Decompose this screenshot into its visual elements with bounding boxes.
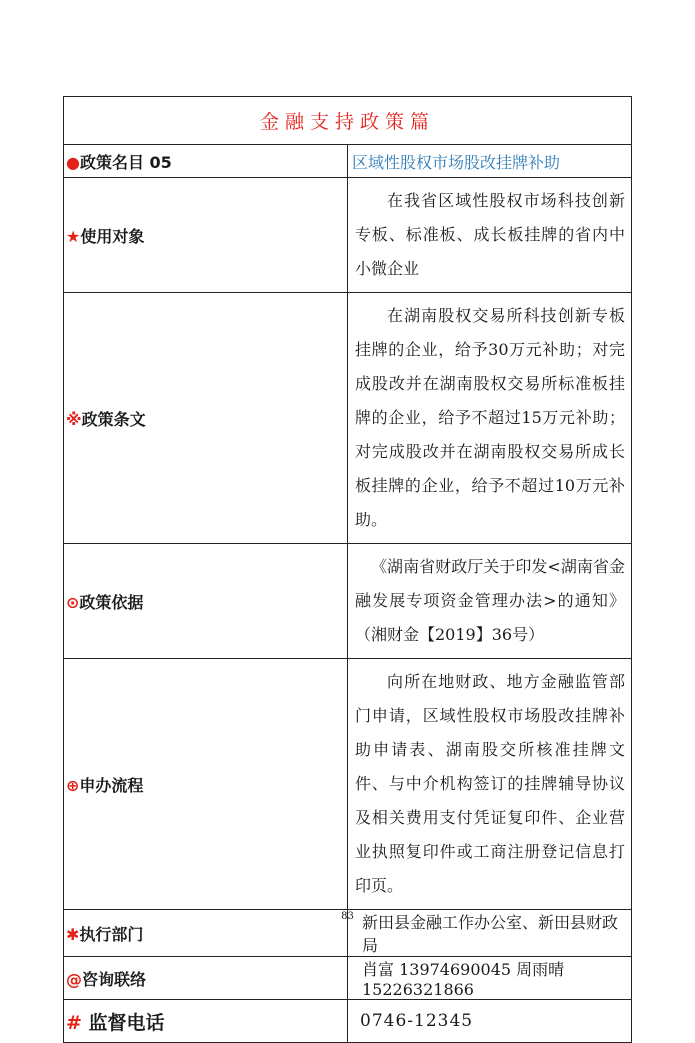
process-value: 向所在地财政、地方金融监管部门申请，区域性股权市场股改挂牌补助申请表、湖南股交所核准挂牌文件、与中介机构签订的挂牌辅导协议及相关费用支付凭证复印件、企业营业执照复印件或工商注册登记信息打印页。 [348, 659, 632, 910]
department-label: 执行部门 [79, 924, 144, 944]
contact-value: 肖富 13974690045 周雨晴 15226321866 [348, 957, 632, 1000]
policy-name-value: 区域性股权市场股改挂牌补助 [348, 145, 632, 178]
contact-label: 咨询联络 [82, 969, 147, 989]
policy-name-row [64, 145, 632, 178]
department-value: 新田县金融工作办公室、新田县财政局 [348, 910, 632, 957]
target-label-cell [64, 178, 348, 293]
policy-text-row [64, 293, 632, 544]
policy-text-value: 在湖南股权交易所科技创新专板挂牌的企业，给予30万元补助；对完成股改并在湖南股权交易所标准板挂牌的企业，给予不超过15万元补助；对完成股改并在湖南股权交易所成长板挂牌的企业，给予不超过10万元补助。 [348, 293, 632, 544]
supervise-label-cell [64, 1000, 348, 1043]
star-icon: ★ [66, 226, 81, 246]
circled-plus-icon: ⊕ [66, 775, 80, 795]
basis-value: 《湖南省财政厅关于印发<湖南省金融发展专项资金管理办法>的通知》（湘财金【2019】36号） [348, 544, 632, 659]
supervise-row [64, 1000, 632, 1043]
basis-label-cell [64, 544, 348, 659]
contact-label-cell [64, 957, 348, 1000]
process-label-cell [64, 659, 348, 910]
page-title: 金融支持政策篇 [64, 97, 632, 145]
policy-name-label: 政策名目 05 [79, 152, 172, 172]
contact-row [64, 957, 632, 1000]
target-row [64, 178, 632, 293]
target-value: 在我省区域性股权市场科技创新专板、标准板、成长板挂牌的省内中小微企业 [348, 178, 632, 293]
policy-text-label-cell [64, 293, 348, 544]
supervise-value: 0746-12345 [348, 1000, 632, 1043]
policy-text-label: 政策条文 [81, 409, 146, 429]
circled-dot-icon: ⊙ [66, 592, 80, 612]
supervise-label: 监督电话 [88, 1011, 165, 1034]
policy-name-label-cell [64, 145, 348, 178]
process-label: 申办流程 [79, 775, 144, 795]
policy-table [63, 96, 632, 1043]
basis-label: 政策依据 [79, 592, 144, 612]
target-label: 使用对象 [80, 226, 145, 246]
asterisk-icon: ✱ [66, 924, 80, 944]
red-dot-icon: ● [66, 152, 80, 172]
hash-icon: # [66, 1011, 82, 1034]
process-row [64, 659, 632, 910]
page-number: 83 [341, 911, 354, 922]
at-sign-icon: @ [66, 969, 82, 989]
basis-row [64, 544, 632, 659]
reference-mark-icon: ※ [66, 409, 82, 429]
